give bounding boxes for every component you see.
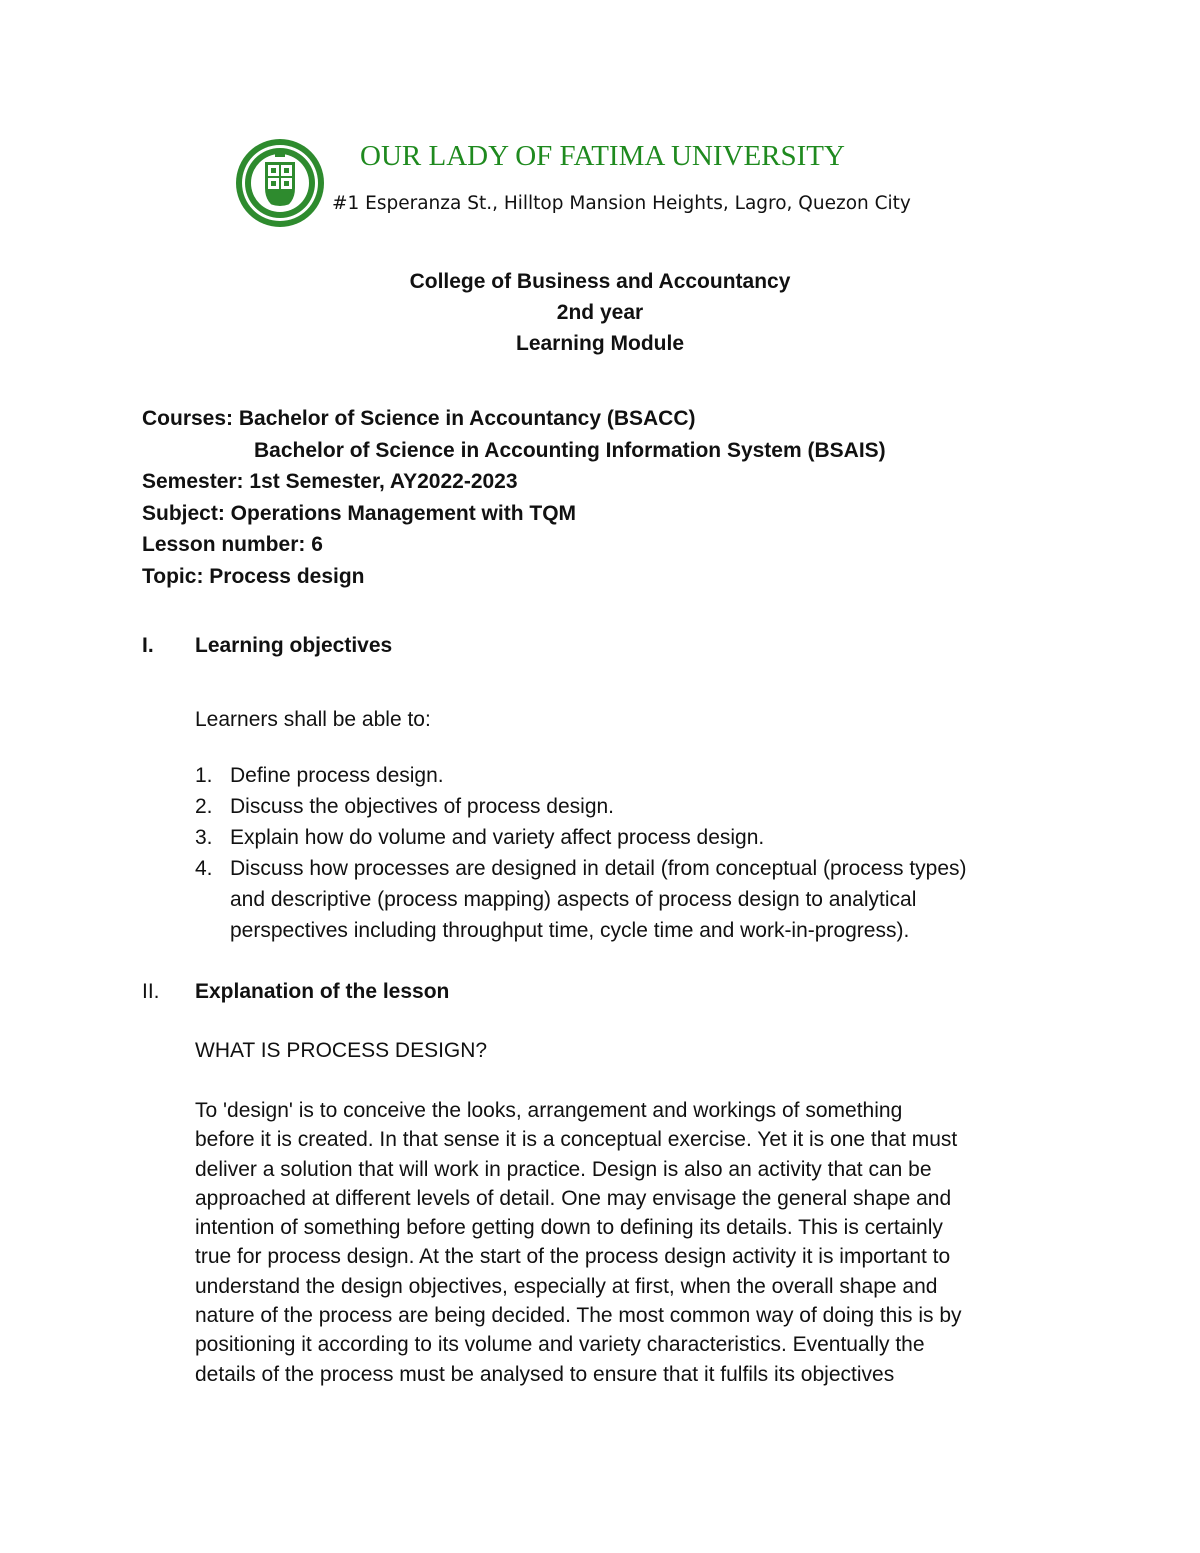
paragraph-line: approached at different levels of detail. One may envisage the general shape and	[195, 1186, 952, 1210]
paragraph-line: positioning it according to its volume and variety characteristics. Eventually the	[195, 1333, 925, 1357]
section-2-heading	[142, 980, 449, 1004]
paragraph-line: To 'design' is to conceive the looks, arrangement and workings of something	[195, 1099, 903, 1122]
courses-line-1: Courses: Bachelor of Science in Accountancy (BSACC)	[142, 407, 696, 430]
paragraph-line: details of the process must be analysed to ensure that it fulfils its objectives	[195, 1362, 895, 1386]
course-info	[142, 403, 886, 592]
list-item-text: Discuss the objectives of process design.	[230, 795, 615, 818]
paragraph-line: deliver a solution that will work in practice. Design is also an activity that can be	[195, 1157, 932, 1181]
paragraph-line: understand the design objectives, especially at first, when the overall shape and	[195, 1274, 938, 1298]
section-2-title: Explanation of the lesson	[195, 980, 450, 1003]
process-design-paragraph	[195, 1096, 1095, 1389]
section-1-heading	[142, 634, 392, 658]
list-item-number: 1.	[195, 764, 213, 787]
paragraph-line: true for process design. At the start of the process design activity it is important to	[195, 1245, 951, 1269]
section-2-number: II.	[142, 980, 160, 1003]
university-address: #1 Esperanza St., Hilltop Mansion Heights, Lagro, Quezon City	[332, 193, 911, 214]
lesson-line: Lesson number: 6	[142, 533, 323, 556]
list-item-text: Define process design.	[230, 764, 444, 787]
list-item-text: Discuss how processes are designed in detail (from conceptual (process types) and descriptive (process mapping) aspects of process design to analytical perspectives including throughput time, cycle time and work-in-progress).	[230, 857, 967, 942]
paragraph-line: nature of the process are being decided. The most common way of doing this is by	[195, 1304, 962, 1328]
list-item-text: Explain how do volume and variety affect process design.	[230, 826, 765, 849]
year-level: 2nd year	[556, 301, 644, 324]
paragraph-line: before it is created. In that sense it is a conceptual exercise. Yet it is one that must	[195, 1128, 958, 1152]
title-block	[0, 266, 1200, 359]
objectives-list	[195, 760, 967, 946]
section-1-number: I.	[142, 634, 154, 657]
section-2-subheading: WHAT IS PROCESS DESIGN?	[195, 1039, 488, 1062]
objectives-intro: Learners shall be able to:	[195, 708, 431, 731]
topic-line: Topic: Process design	[142, 564, 365, 588]
university-seal-icon	[235, 138, 325, 228]
document-type: Learning Module	[516, 332, 684, 355]
section-1-title: Learning objectives	[195, 634, 393, 657]
list-item	[195, 760, 967, 791]
subject-line: Subject: Operations Management with TQM	[142, 501, 577, 525]
list-item-number: 3.	[195, 826, 213, 849]
semester-line: Semester: 1st Semester, AY2022-2023	[142, 470, 518, 493]
list-item	[195, 853, 967, 946]
list-item	[195, 822, 967, 853]
list-item-number: 4.	[195, 857, 213, 880]
university-name: OUR LADY OF FATIMA UNIVERSITY	[360, 140, 845, 172]
list-item-number: 2.	[195, 795, 213, 818]
courses-line-2: Bachelor of Science in Accounting Information System (BSAIS)	[254, 438, 886, 462]
list-item	[195, 791, 967, 822]
college-name: College of Business and Accountancy	[409, 270, 791, 293]
paragraph-line: intention of something before getting down to defining its details. This is certainly	[195, 1216, 943, 1240]
